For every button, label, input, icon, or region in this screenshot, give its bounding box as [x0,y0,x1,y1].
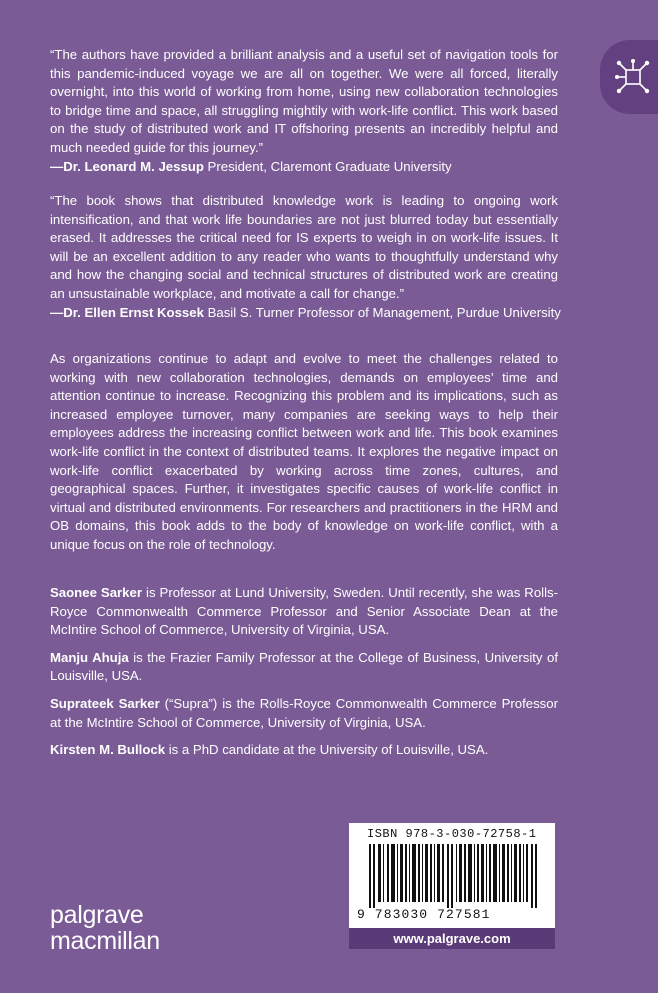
endorsement-quote-1 [50,46,558,176]
quote-affiliation: President, Claremont Graduate University [203,158,452,174]
quote-author: —Dr. Leonard M. Jessup [50,158,204,174]
author-bio: Suprateek Sarker (“Supra”) is the Rolls-Royce Commonwealth Commerce Professor at the McIntire School of Commerce, University of Virginia, USA. [50,695,558,730]
description-text: As organizations continue to adapt and evolve to meet the challenges related to working with new collaboration technologies, demands on employees’ time and attention continue to increase. Recognizing this problem and its implications, such as increased employee turnover, many companies are seeking ways to help their employees address the increasing conflict between work and life. This book examines work-life conflict in the context of distributed teams. It explores the negative impact on work-life conflict exacerbated by working across time zones, cultures, and geographical spaces. Further, it investigates specific causes of work-life conflict in virtual and distributed environments. For researchers and practitioners in the HRM and OB domains, this book adds to the body of knowledge on work-life conflict, with a unique focus on the role of technology. [50,351,558,552]
endorsement-quote-2 [50,192,561,322]
barcode-digits: 9 783030 727581 [357,907,491,922]
quote-text: “The authors have provided a brilliant analysis and a useful set of navigation tools for this pandemic-induced voyage we are all on together. We were all forced, literally overnight, into this world of working from home, using new collaboration technologies to bridge time and space, all struggling mightily with work-life conflict. This work based on the study of distributed work and IT offshoring presents an incredibly helpful and much needed guide for this journey.” [50,47,558,155]
quote-attribution [50,304,561,323]
quote-author: —Dr. Ellen Ernst Kossek [50,304,204,320]
publisher-logo-line1: palgrave [50,901,144,929]
publisher-logo-line2: macmillan [50,927,160,955]
corner-badge [600,40,658,114]
network-icon [615,59,651,95]
publisher-website-link[interactable]: www.palgrave.com [349,928,555,949]
isbn-label: ISBN 978-3-030-72758-1 [367,827,537,841]
publisher-logo [50,903,160,954]
author-name: Kirsten M. Bullock [50,742,166,758]
author-bios [50,584,558,769]
quote-text: “The book shows that distributed knowledge work is leading to ongoing work intensification, and that work life boundaries are not just blurred today but essentially erased. It addresses the critical need for IS experts to weigh in on work-life issues. It will be an excellent addition to any reader who wants to thoughtfully understand why and how the changing social and technical structures of distributed work are creating an unsustainable workplace, and motivate a call for change.” [50,193,558,301]
quote-affiliation: Basil S. Turner Professor of Management, Purdue University [203,304,561,320]
author-name: Manju Ahuja [50,649,129,665]
book-description [50,350,558,555]
author-name: Suprateek Sarker [50,695,160,711]
author-name: Saonee Sarker [50,585,142,600]
author-bio: Manju Ahuja is the Frazier Family Professor at the College of Business, University of Louisville, USA. [50,649,558,684]
author-bio: Kirsten M. Bullock is a PhD candidate at the University of Louisville, USA. [50,742,489,758]
barcode-box [349,823,555,928]
author-bio: Saonee Sarker is Professor at Lund University, Sweden. Until recently, she was Rolls-Royce Commonwealth Commerce Professor and Senior Associate Dean at the McIntire School of Commerce, University of Virginia, USA. [50,585,558,638]
barcode-icon [369,844,537,908]
quote-attribution [50,158,558,177]
